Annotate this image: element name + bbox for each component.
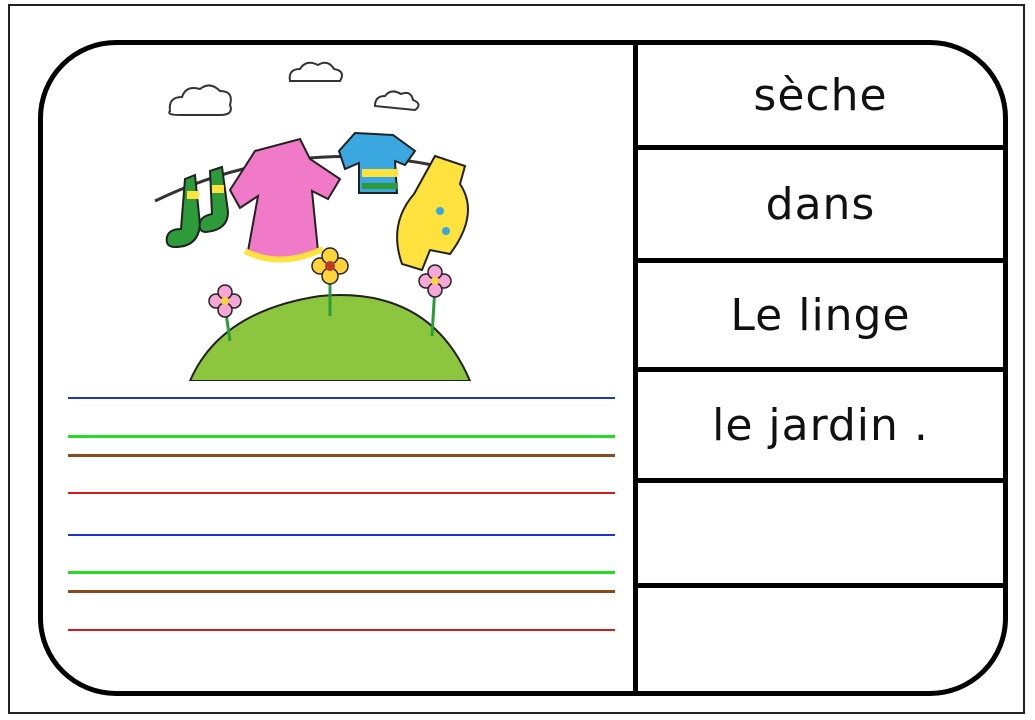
word-cell: Le linge	[730, 289, 911, 341]
word-cell-empty	[638, 483, 1003, 583]
word-cell: le jardin .	[712, 399, 929, 451]
writing-line-blue	[68, 534, 615, 536]
writing-line-brown	[68, 454, 615, 457]
writing-line-brown	[68, 590, 615, 593]
word-column	[638, 45, 1003, 691]
word-order-card	[38, 40, 1008, 696]
laundry-on-clothesline-garden-icon	[150, 61, 480, 381]
writing-line-green	[68, 435, 615, 438]
writing-line-blue	[68, 397, 615, 399]
writing-line-green	[68, 571, 615, 574]
word-cell-empty	[638, 588, 1003, 691]
word-cell: sèche	[753, 69, 888, 121]
writing-line-red	[68, 629, 615, 631]
word-cell: dans	[765, 178, 876, 230]
writing-line-red	[68, 492, 615, 494]
